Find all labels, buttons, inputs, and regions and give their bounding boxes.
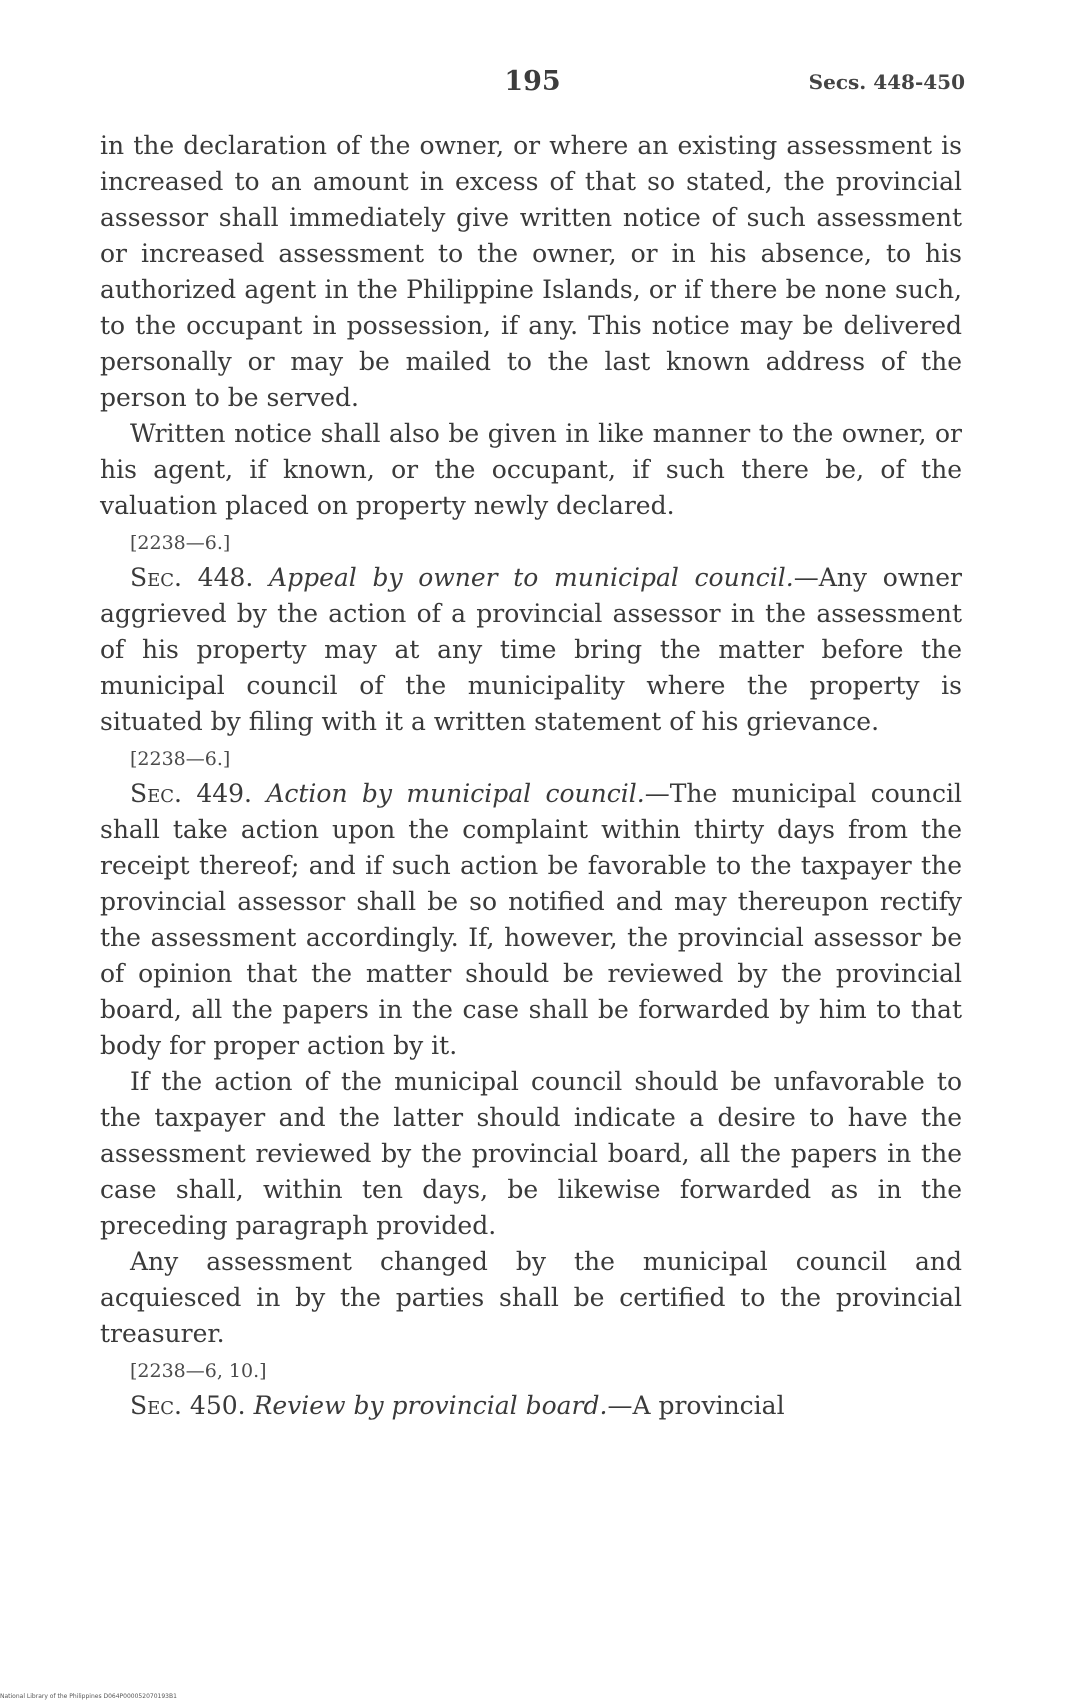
- section-450: [100, 1388, 962, 1424]
- paragraph-written-notice: Written notice shall also be given in like manner to the owner, or his agent, if known, or the occupant, if such there be, of the valuation placed on property newly declared.: [100, 419, 962, 520]
- section-title: Appeal by owner to municipal council.: [269, 563, 794, 592]
- section-449: [100, 776, 962, 1064]
- archive-footer: National Library of the Philippines D064P000052070193B1: [0, 1693, 177, 1700]
- section-text: —The municipal council shall take action upon the complaint within thirty days from the receipt thereof; and if such action be favorable to the taxpayer the provincial assessor shall be so notified and may thereupon rectify the assessment accordingly. If, however, the provincial assessor be of opinion that the matter should be reviewed by the provincial board, all the papers in the case shall be forwarded by him to that body for proper action by it.: [100, 779, 962, 1060]
- paragraph-assessment-changed: Any assessment changed by the municipal council and acquiesced in by the parties shall be certified to the provincial treasurer.: [100, 1247, 962, 1348]
- section-448: [100, 560, 962, 740]
- section-label: Sec. 448.: [130, 563, 254, 592]
- section-title: Review by provincial board.: [253, 1391, 608, 1420]
- section-label: Sec. 449.: [130, 779, 252, 808]
- paragraph-continuation: in the declaration of the owner, or where an existing assessment is increased to an amount in excess of that so stated, the provincial assessor shall immediately give written notice of such assessment or increased assessment to the owner, or in his absence, to his authorized agent in the Philippine Islands, or if there be none such, to the occupant in possession, if any. This notice may be delivered personally or may be mailed to the last known address of the person to be served.: [100, 131, 962, 412]
- citation: [2238—6.]: [130, 532, 231, 554]
- page-number: 195: [504, 66, 561, 97]
- section-text: —Any owner aggrieved by the action of a provincial assessor in the assessment of his property may at any time bring the matter before the municipal council of the municipality where the property is situated by filing with it a written statement of his grievance.: [100, 563, 962, 736]
- section-title: Action by municipal council.: [266, 779, 645, 808]
- paragraph-unfavorable-action: If the action of the municipal council should be unfavorable to the taxpayer and the latter should indicate a desire to have the assessment reviewed by the provincial board, all the papers in the case shall, within ten days, be likewise forwarded as in the preceding paragraph provided.: [100, 1067, 962, 1240]
- page-header: [100, 66, 965, 106]
- citation: [2238—6, 10.]: [130, 1360, 267, 1382]
- citation: [2238—6.]: [130, 748, 231, 770]
- running-head: Secs. 448-450: [808, 70, 965, 94]
- section-text: —A provincial: [607, 1391, 785, 1420]
- section-label: Sec. 450.: [130, 1391, 246, 1420]
- body-text: [100, 128, 962, 1424]
